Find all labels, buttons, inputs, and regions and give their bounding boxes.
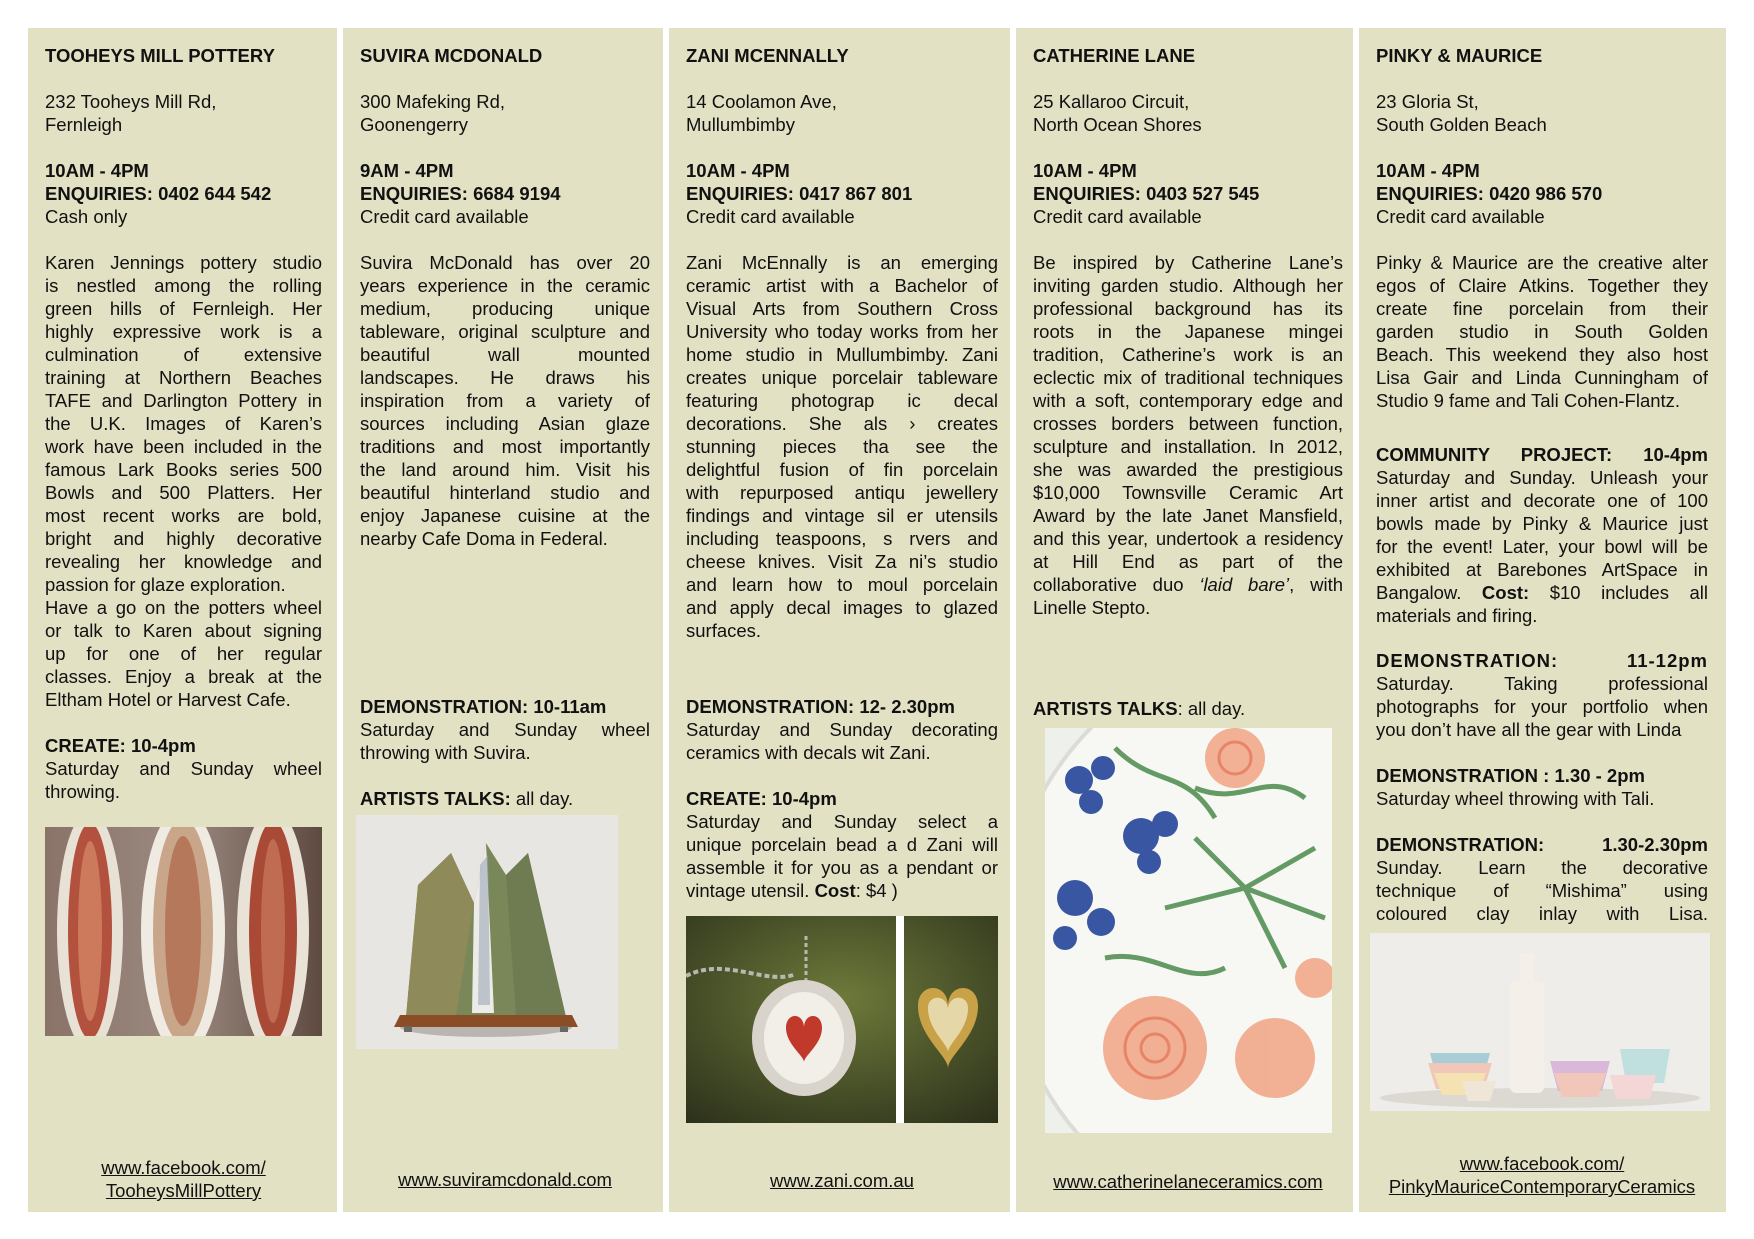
event-detail-line: unique porcelain bead a d Zani will <box>686 834 998 855</box>
column-catherine-lane <box>1016 28 1353 1212</box>
description-line: traditions and most importantly <box>360 436 650 457</box>
enquiries-phone: ENQUIRIES: 6684 9194 <box>360 183 561 204</box>
address-line-1: 300 Mafeking Rd, <box>360 91 506 112</box>
event-title-demonstration: DEMONSTRATION: 1.30-2.30pm <box>1376 834 1708 855</box>
description-line: tradition, Catherine’s work is an <box>1033 344 1343 365</box>
description-line: Beach. This weekend they also host <box>1376 344 1708 365</box>
facebook-link-line-2[interactable]: TooheysMillPottery <box>105 1180 262 1201</box>
opening-hours: 10AM - 4PM <box>45 160 149 181</box>
description-line: Visual Arts from Southern Cross <box>686 298 998 319</box>
artists-talks-label: ARTISTS TALKS: <box>360 788 511 809</box>
address-line-2: Mullumbimby <box>686 114 795 135</box>
description-line: decorations. She als › creates <box>686 413 998 434</box>
event-detail-line: Saturday and Sunday select a <box>686 811 998 832</box>
description-line: Suvira McDonald has over 20 <box>360 252 650 273</box>
description-line: eclectic mix of traditional techniques <box>1033 367 1343 388</box>
description-line: Linelle Stepto. <box>1033 597 1151 618</box>
description-line: delightful fusion of fin porcelain <box>686 459 998 480</box>
enquiries-phone: ENQUIRIES: 0402 644 542 <box>45 183 272 204</box>
description-line: tableware, original sculpture and <box>360 321 650 342</box>
event-detail-line: for the event! Later, your bowl will be <box>1376 536 1708 557</box>
address-line-1: 14 Coolamon Ave, <box>686 91 837 112</box>
description-line: including teaspoons, s rvers and <box>686 528 998 549</box>
description-line: sources including Asian glaze <box>360 413 650 434</box>
description-line: Zani McEnnally is an emerging <box>686 252 998 273</box>
description-line: culmination of extensive <box>45 344 322 365</box>
cost-label: Cost <box>814 880 856 901</box>
description-line: and learn how to moul porcelain <box>686 574 998 595</box>
description-line: and this year, undertook a residency <box>1033 528 1343 549</box>
description-line: most recent works are bold, <box>45 505 322 526</box>
description-line: sculpture and installation. In 2012, <box>1033 436 1343 457</box>
description-line: beautiful wall mounted <box>360 344 650 365</box>
column-pinky-and-maurice <box>1359 28 1726 1212</box>
event-detail-line: you don’t have all the gear with Linda <box>1376 719 1682 740</box>
line-prefix: collaborative duo <box>1033 574 1200 595</box>
description-line: garden studio in South Golden <box>1376 321 1708 342</box>
studio-description <box>686 251 998 642</box>
address-line-1: 23 Gloria St, <box>1376 91 1479 112</box>
description-line: green hills of Fernleigh. Her <box>45 298 322 319</box>
artists-talks <box>1033 697 1245 720</box>
studio-name: TOOHEYS MILL POTTERY <box>45 45 275 66</box>
studio-description <box>1033 251 1343 619</box>
event-detail <box>360 718 650 764</box>
description-line: professional background has its <box>1033 298 1343 319</box>
studio-name: CATHERINE LANE <box>1033 45 1196 66</box>
event-detail <box>45 757 322 803</box>
opening-hours: 10AM - 4PM <box>1376 160 1480 181</box>
event-detail <box>1376 672 1708 741</box>
artists-talks-time: all day. <box>510 788 574 809</box>
address-line-2: South Golden Beach <box>1376 114 1547 135</box>
website-link[interactable]: www.suviramcdonald.com <box>398 1169 612 1190</box>
facebook-link-line-1[interactable]: www.facebook.com/ <box>1459 1153 1625 1174</box>
event-detail <box>1376 466 1708 627</box>
event-title-create: CREATE: 10-4pm <box>45 735 196 756</box>
column-suvira-mcdonald <box>343 28 663 1212</box>
event-detail-line: throwing. <box>45 781 121 802</box>
event-detail-line: Saturday. Taking professional <box>1376 673 1708 694</box>
address-line-2: North Ocean Shores <box>1033 114 1202 135</box>
event-detail-line: Saturday and Sunday wheel <box>360 719 650 740</box>
pottery-platters-photo <box>45 827 322 1036</box>
event-detail-line: Sunday. Learn the decorative <box>1376 857 1708 878</box>
event-title-demonstration: DEMONSTRATION: 10-11am <box>360 696 607 717</box>
description-line: inviting garden studio. Although her <box>1033 275 1343 296</box>
description-line: training at Northern Beaches <box>45 367 322 388</box>
studio-description <box>45 251 322 711</box>
studio-name: ZANI MCENNALLY <box>686 45 849 66</box>
event-cost-line <box>686 879 998 902</box>
description-line: creates unique porcelair tableware <box>686 367 998 388</box>
event-cost-line <box>1376 581 1708 604</box>
cost-prefix: Bangalow. <box>1376 582 1482 603</box>
event-detail <box>686 718 998 764</box>
description-line: the land around him. Visit his <box>360 459 650 480</box>
description-line: highly expressive work is a <box>45 321 322 342</box>
address-line-2: Fernleigh <box>45 114 123 135</box>
description-line: create fine porcelain from their <box>1376 298 1708 319</box>
event-detail-line: coloured clay inlay with Lisa. <box>1376 903 1708 924</box>
description-line: nearby Cafe Doma in Federal. <box>360 528 608 549</box>
description-line: years experience in the ceramic <box>360 275 650 296</box>
description-line: cheese knives. Visit Za ni’s studio <box>686 551 998 572</box>
description-line: with a soft, contemporary edge and <box>1033 390 1343 411</box>
description-line: with repurposed antiqu jewellery <box>686 482 998 503</box>
description-line: medium, producing unique <box>360 298 650 319</box>
description-line: bright and highly decorative <box>45 528 322 549</box>
payment-info: Cash only <box>45 206 128 227</box>
description-line: crosses borders between function, <box>1033 413 1343 434</box>
column-tooheys-mill-pottery <box>28 28 337 1212</box>
description-line: stunning pieces tha see the <box>686 436 998 457</box>
opening-hours: 9AM - 4PM <box>360 160 454 181</box>
enquiries-phone: ENQUIRIES: 0420 986 570 <box>1376 183 1603 204</box>
description-line: home studio in Mullumbimby. Zani <box>686 344 998 365</box>
studio-description <box>360 251 650 550</box>
description-line: she was awarded the prestigious <box>1033 459 1343 480</box>
jewellery-pendant-photo <box>686 916 998 1123</box>
description-line: roots in the Japanese mingei <box>1033 321 1343 342</box>
studio-name: PINKY & MAURICE <box>1376 45 1543 66</box>
cost-value: : $4 ) <box>855 880 898 901</box>
event-detail-line: Saturday and Sunday decorating <box>686 719 998 740</box>
description-line: ceramic artist with a Bachelor of <box>686 275 998 296</box>
enquiries-phone: ENQUIRIES: 0417 867 801 <box>686 183 913 204</box>
description-line: Karen Jennings pottery studio <box>45 252 322 273</box>
floral-plate-photo <box>1045 728 1332 1133</box>
event-detail-line: throwing with Suvira. <box>360 742 531 763</box>
description-line: is nestled among the rolling <box>45 275 322 296</box>
event-title-community-project: COMMUNITY PROJECT: 10-4pm <box>1376 444 1708 465</box>
website-link[interactable]: www.zani.com.au <box>770 1170 914 1191</box>
description-line: landscapes. He draws his <box>360 367 650 388</box>
description-line: inspiration from a variety of <box>360 390 650 411</box>
column-zani-mcennally <box>669 28 1010 1212</box>
event-title-demonstration: DEMONSTRATION : 1.30 - 2pm <box>1376 765 1645 786</box>
description-line: Eltham Hotel or Harvest Cafe. <box>45 689 291 710</box>
address-line-1: 25 Kallaroo Circuit, <box>1033 91 1190 112</box>
description-line: revealing her knowledge and <box>45 551 322 572</box>
description-line: University who today works from her <box>686 321 998 342</box>
description-line: famous Lark Books series 500 <box>45 459 322 480</box>
description-line: Studio 9 fame and Tali Cohen-Flantz. <box>1376 390 1681 411</box>
event-detail <box>686 810 998 902</box>
description-line: work have been included in the <box>45 436 322 457</box>
address-line-2: Goonengerry <box>360 114 468 135</box>
event-detail-line: bowls made by Pinky & Maurice just <box>1376 513 1708 534</box>
event-detail-line: materials and firing. <box>1376 605 1538 626</box>
description-line: $10,000 Townsville Ceramic Art <box>1033 482 1343 503</box>
opening-hours: 10AM - 4PM <box>1033 160 1137 181</box>
description-line: TAFE and Darlington Pottery in <box>45 390 322 411</box>
event-detail-line: exhibited at Barebones ArtSpace in <box>1376 559 1708 580</box>
address-line-1: 232 Tooheys Mill Rd, <box>45 91 217 112</box>
opening-hours: 10AM - 4PM <box>686 160 790 181</box>
website-link[interactable]: www.catherinelaneceramics.com <box>1053 1171 1323 1192</box>
event-detail-line: Saturday and Sunday wheel <box>45 758 322 779</box>
description-line: egos of Claire Atkins. Together they <box>1376 275 1708 296</box>
description-line: Bowls and 500 Platters. Her <box>45 482 322 503</box>
studio-name: SUVIRA MCDONALD <box>360 45 543 66</box>
event-detail-line: ceramics with decals wit Zani. <box>686 742 931 763</box>
description-line: the U.K. Images of Karen’s <box>45 413 322 434</box>
facebook-link-line-1[interactable]: www.facebook.com/ <box>101 1157 266 1178</box>
artists-talks-time: : all day. <box>1177 698 1246 719</box>
event-title-create: CREATE: 10-4pm <box>686 788 837 809</box>
payment-info: Credit card available <box>1033 206 1202 227</box>
description-line-italic <box>1033 573 1343 596</box>
description-line: classes. Enjoy a break at the <box>45 666 322 687</box>
description-line: featuring photograp ic decal <box>686 390 998 411</box>
description-line: Have a go on the potters wheel <box>45 597 322 618</box>
payment-info: Credit card available <box>1376 206 1545 227</box>
event-detail-line: inner artist and decorate one of 100 <box>1376 490 1708 511</box>
studio-description <box>1376 251 1708 412</box>
description-line: up for one of her regular <box>45 643 322 664</box>
event-detail-line: photographs for your portfolio when <box>1376 696 1708 717</box>
description-line: or talk to Karen about signing <box>45 620 322 641</box>
event-detail <box>1376 856 1708 925</box>
porcelain-bowls-photo <box>1370 933 1710 1111</box>
event-detail-line: Saturday wheel throwing with Tali. <box>1376 788 1655 809</box>
event-detail-line: assemble it for you as a pendant or <box>686 857 998 878</box>
description-line: surfaces. <box>686 620 762 641</box>
cost-value: $10 includes all <box>1529 582 1708 603</box>
enquiries-phone: ENQUIRIES: 0403 527 545 <box>1033 183 1260 204</box>
description-line: Pinky & Maurice are the creative alter <box>1376 252 1708 273</box>
description-line: passion for glaze exploration. <box>45 574 286 595</box>
description-line: enjoy Japanese cuisine at the <box>360 505 650 526</box>
cost-prefix: vintage utensil. <box>686 880 815 901</box>
event-title-demonstration: DEMONSTRATION: 12- 2.30pm <box>686 696 955 717</box>
event-detail-line: Saturday and Sunday. Unleash your <box>1376 467 1708 488</box>
description-line: Award by the late Janet Mansfield, <box>1033 505 1343 526</box>
artists-talks <box>360 787 573 810</box>
facebook-link-line-2[interactable]: PinkyMauriceContemporaryCeramics <box>1388 1176 1696 1197</box>
line-suffix: , with <box>1289 574 1343 595</box>
description-line: beautiful hinterland studio and <box>360 482 650 503</box>
event-detail-line: technique of “Mishima” using <box>1376 880 1708 901</box>
description-line: at Hill End as part of the <box>1033 551 1343 572</box>
italic-title: ‘laid bare’ <box>1199 574 1290 595</box>
payment-info: Credit card available <box>360 206 529 227</box>
sculpture-photo <box>356 815 618 1049</box>
description-line: findings and vintage sil er utensils <box>686 505 998 526</box>
description-line: Be inspired by Catherine Lane’s <box>1033 252 1343 273</box>
payment-info: Credit card available <box>686 206 855 227</box>
description-line: Lisa Gair and Linda Cunningham of <box>1376 367 1708 388</box>
artists-talks-label: ARTISTS TALKS <box>1033 698 1178 719</box>
description-line: and apply decal images to glazed <box>686 597 998 618</box>
event-title-demonstration: DEMONSTRATION: 11-12pm <box>1376 650 1708 671</box>
cost-label: Cost: <box>1481 582 1530 603</box>
